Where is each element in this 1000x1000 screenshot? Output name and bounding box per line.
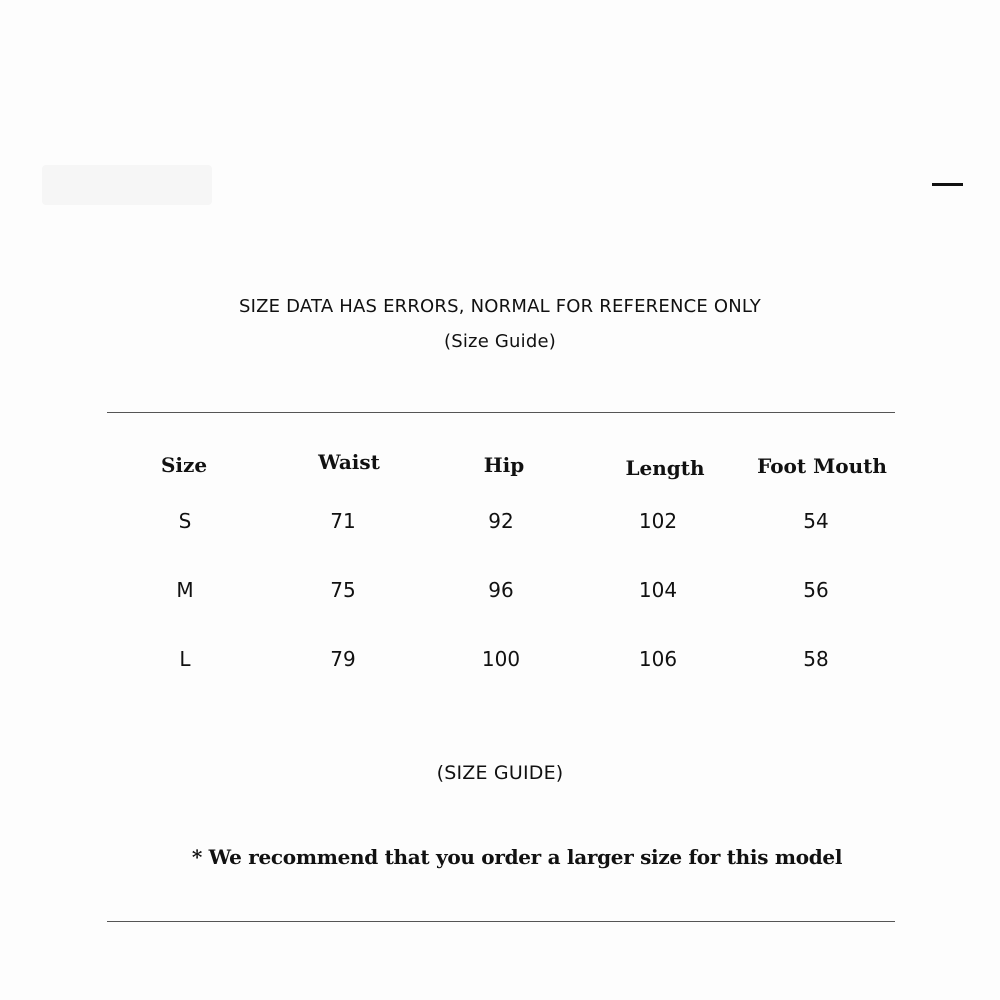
header-length: Length [625,456,705,480]
dash-mark [932,183,963,186]
cell-size: L [179,647,191,671]
cell-foot-mouth: 58 [803,647,829,671]
bottom-divider [107,921,895,922]
cell-hip: 92 [488,509,514,533]
recommendation-note: * We recommend that you order a larger size for this model [191,845,843,869]
cell-hip: 100 [481,647,521,671]
cell-waist: 75 [330,578,356,602]
size-guide-label: (SIZE GUIDE) [436,762,564,784]
header-hip: Hip [483,453,525,477]
cell-hip: 96 [488,578,514,602]
faded-background-block [42,165,212,205]
cell-length: 106 [638,647,678,671]
page-subtitle: (Size Guide) [444,331,556,352]
cell-size: M [176,578,194,602]
header-foot-mouth: Foot Mouth [757,454,887,478]
cell-foot-mouth: 54 [803,509,829,533]
cell-waist: 71 [330,509,356,533]
header-size: Size [160,453,208,477]
top-divider [107,412,895,413]
header-waist: Waist [318,450,380,474]
cell-size: S [178,509,192,533]
cell-length: 102 [638,509,678,533]
cell-waist: 79 [330,647,356,671]
disclaimer-text: SIZE DATA HAS ERRORS, NORMAL FOR REFERENCE ONLY [239,296,761,317]
cell-foot-mouth: 56 [803,578,829,602]
cell-length: 104 [638,578,678,602]
